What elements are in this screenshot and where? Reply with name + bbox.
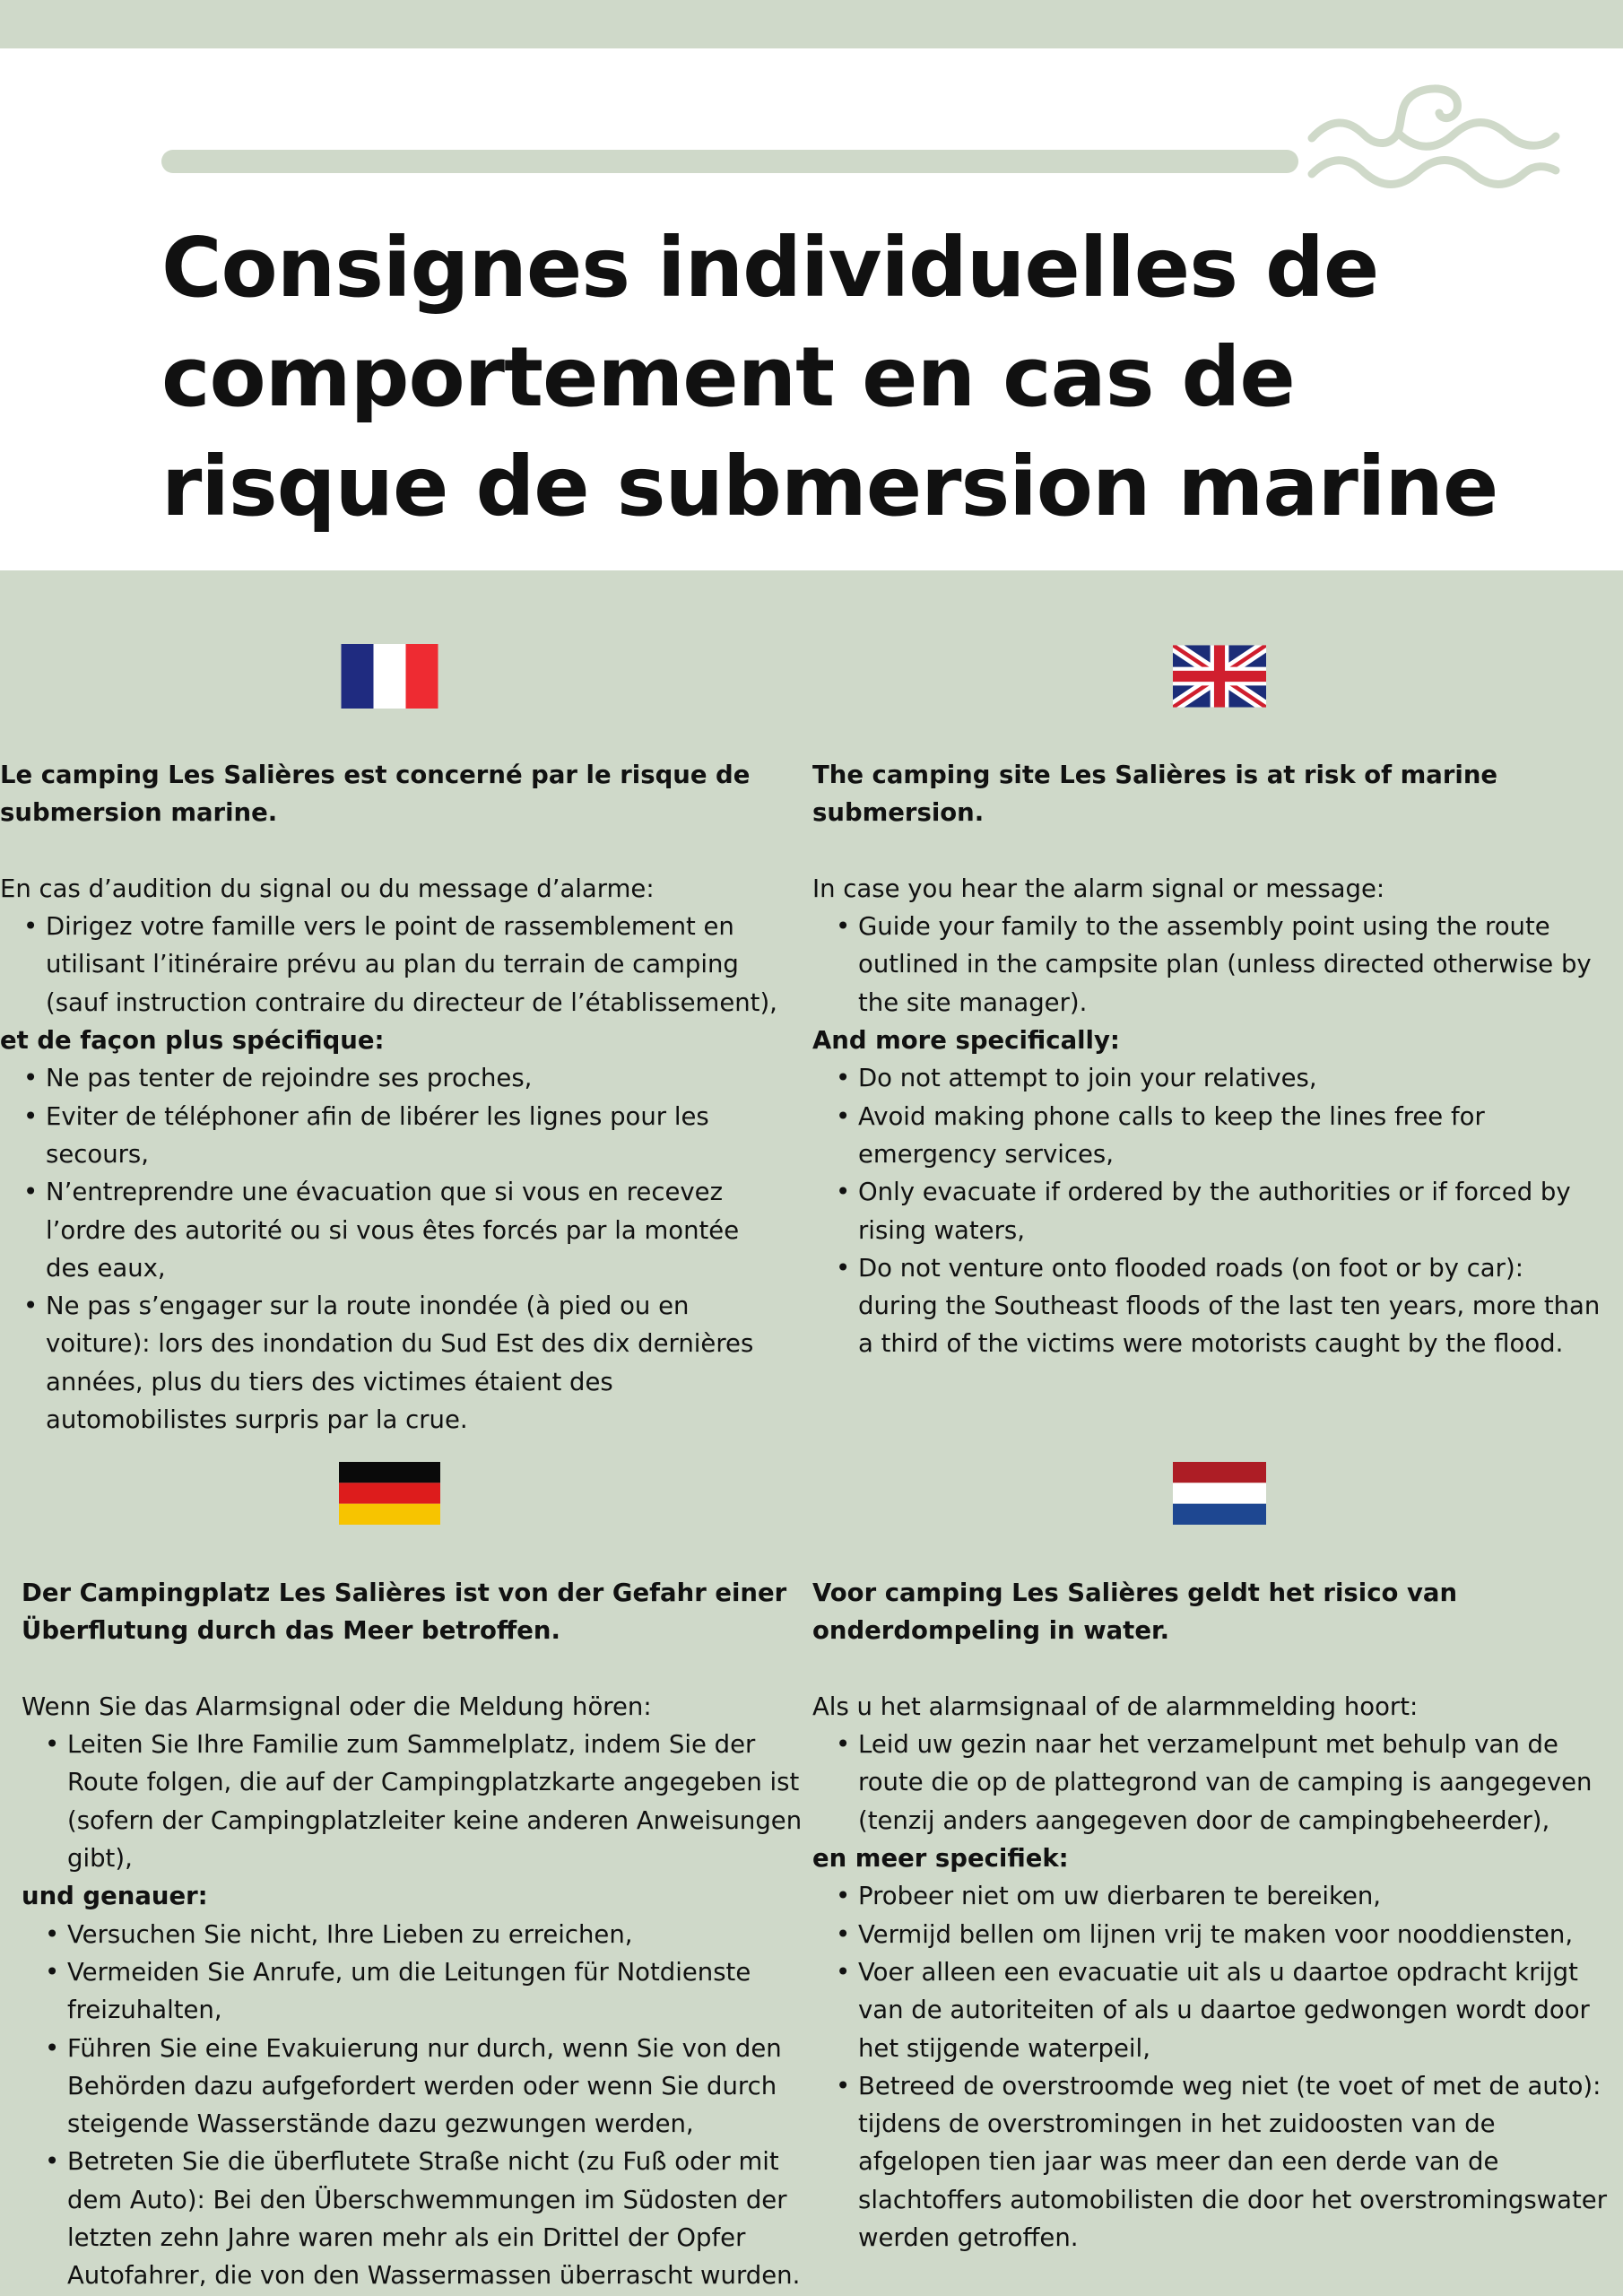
list-item: • Vermijd bellen om lijnen vrij te maken voor nooddiensten,: [858, 1916, 1610, 1953]
list-item: • Betreed de overstroomde weg niet (te voet of met de auto): tijdens de overstromingen in het zuidoosten van de afgelopen tien jaar was meer dan een derde van de slachtoffers automobilisten die door het overstromingswater werden getroffen.: [858, 2067, 1610, 2257]
list-item: • Leiten Sie Ihre Familie zum Sammelplatz, indem Sie der Route folgen, die auf der Campingplatzkarte angegeben ist (sofern der Campingplatzleiter keine anderen Anweisungen gibt),: [67, 1726, 811, 1877]
list-item: • Do not attempt to join your relatives,: [858, 1059, 1610, 1097]
germany-flag-icon: [339, 1462, 440, 1525]
top-band: [0, 0, 1623, 48]
section-intro: En cas d’audition du signal ou du message d’alarme:: [0, 874, 655, 903]
section-lead: Le camping Les Salières est concerné par le risque de submersion marine.: [0, 761, 751, 828]
instruction-list: [812, 1726, 1610, 1839]
waves-icon: [1305, 83, 1560, 208]
section-subheading: And more specifically:: [812, 1026, 1120, 1056]
list-item: • Probeer niet om uw dierbaren te bereiken,: [858, 1877, 1610, 1915]
section-intro: Als u het alarmsignaal of de alarmmelding hoort:: [812, 1692, 1419, 1721]
section-subheading: en meer specifiek:: [812, 1844, 1069, 1874]
french-section: [0, 756, 789, 1439]
specific-instruction-list: [22, 1916, 811, 2295]
list-item: • Ne pas s’engager sur la route inondée (à pied ou en voiture): lors des inondation du Sud Est des dix dernières années, plus du tiers des victimes étaient des automobilistes surpris par la crue.: [46, 1287, 789, 1439]
list-item: • Vermeiden Sie Anrufe, um die Leitungen für Notdienste freizuhalten,: [67, 1953, 811, 2030]
list-item: • Leid uw gezin naar het verzamelpunt met behulp van de route die op de plattegrond van de camping is aangegeven (tenzij anders aangegeven door de campingbeheerder),: [858, 1726, 1610, 1839]
section-intro: Wenn Sie das Alarmsignal oder die Meldung hören:: [22, 1692, 652, 1721]
instruction-list: [812, 908, 1610, 1022]
section-subheading: et de façon plus spécifique:: [0, 1026, 385, 1056]
instruction-list: [0, 908, 789, 1022]
list-item: • Voer alleen een evacuatie uit als u daartoe opdracht krijgt van de autoriteiten of als u daartoe gedwongen wordt door het stijgende waterpeil,: [858, 1953, 1610, 2067]
section-lead: Voor camping Les Salières geldt het risico van onderdompeling in water.: [812, 1578, 1458, 1646]
netherlands-flag-icon: [1173, 1462, 1266, 1525]
specific-instruction-list: [812, 1877, 1610, 2257]
list-item: • Avoid making phone calls to keep the lines free for emergency services,: [858, 1098, 1610, 1174]
france-flag-icon: [339, 644, 440, 709]
section-lead: The camping site Les Salières is at risk of marine submersion.: [812, 761, 1498, 828]
list-item: • Versuchen Sie nicht, Ihre Lieben zu erreichen,: [67, 1916, 811, 1953]
list-item: • Führen Sie eine Evakuierung nur durch, wenn Sie von den Behörden dazu aufgefordert werden oder wenn Sie durch steigende Wasserstände dazu gezwungen werden,: [67, 2030, 811, 2144]
list-item: • N’entreprendre une évacuation que si vous en recevez l’ordre des autorité ou si vous êtes forcés par la montée des eaux,: [46, 1173, 789, 1287]
dutch-section: [812, 1574, 1610, 2257]
instruction-list: [22, 1726, 811, 1877]
list-item: • Do not venture onto flooded roads (on foot or by car): during the Southeast floods of the last ten years, more than a third of the victims were motorists caught by the flood.: [858, 1249, 1610, 1363]
header-rule: [161, 150, 1298, 173]
uk-flag-icon: [1173, 644, 1266, 709]
page-title: Consignes individuelles de comportement en cas de risque de submersion marine: [161, 220, 1498, 535]
german-section: [22, 1574, 811, 2295]
list-item: • Dirigez votre famille vers le point de rassemblement en utilisant l’itinéraire prévu au plan du terrain de camping (sauf instruction contraire du directeur de l’établissement),: [46, 908, 789, 1022]
list-item: • Ne pas tenter de rejoindre ses proches,: [46, 1059, 789, 1097]
specific-instruction-list: [812, 1059, 1610, 1362]
specific-instruction-list: [0, 1059, 789, 1439]
list-item: • Only evacuate if ordered by the authorities or if forced by rising waters,: [858, 1173, 1610, 1249]
section-intro: In case you hear the alarm signal or message:: [812, 874, 1385, 903]
list-item: • Betreten Sie die überflutete Straße nicht (zu Fuß oder mit dem Auto): Bei den Überschwemmungen im Südosten der letzten zehn Jahre waren mehr als ein Drittel der Opfer Autofahrer, die von den Wassermassen überrascht wurden.: [67, 2143, 811, 2294]
english-section: [812, 756, 1610, 1363]
section-subheading: und genauer:: [22, 1882, 208, 1911]
section-lead: Der Campingplatz Les Salières ist von der Gefahr einer Überflutung durch das Meer betroffen.: [22, 1578, 787, 1646]
list-item: • Eviter de téléphoner afin de libérer les lignes pour les secours,: [46, 1098, 789, 1174]
list-item: • Guide your family to the assembly point using the route outlined in the campsite plan (unless directed otherwise by the site manager).: [858, 908, 1610, 1022]
